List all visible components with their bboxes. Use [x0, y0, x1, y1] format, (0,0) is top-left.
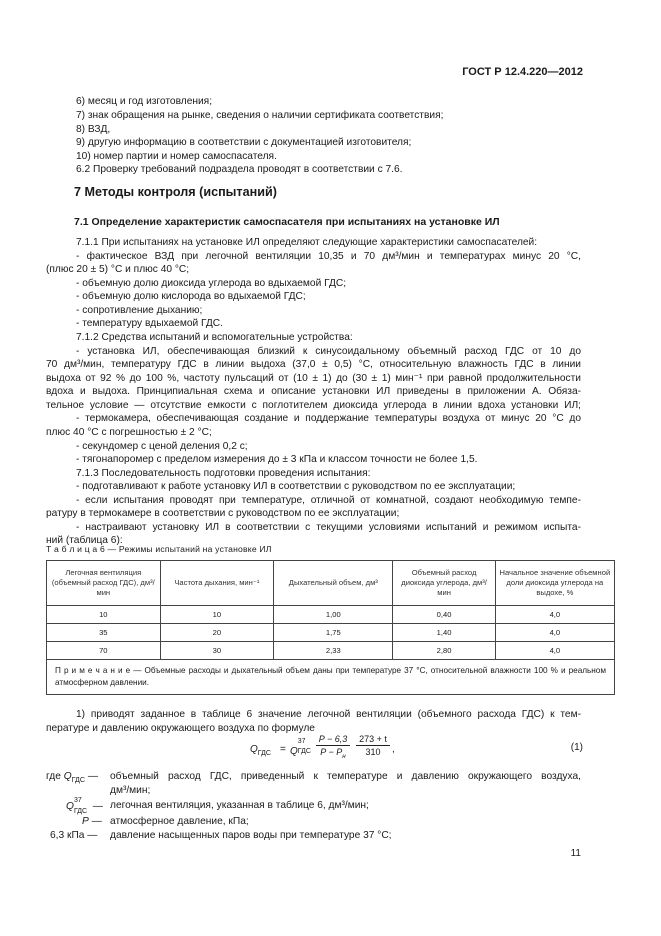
body-line: - подготавливают к работе установку ИЛ в соответствии с руководством по ее эксплуатации;: [76, 481, 516, 492]
table-header-cell: Частота дыхания, мин⁻¹: [160, 561, 274, 606]
table-cell: 4,0: [495, 624, 614, 642]
body-line: выдоха от 92 % до 100 %, частоту пульсаций от (10 ± 1) до (30 ± 1) мин⁻¹ при равной продолжительности: [46, 373, 581, 384]
fraction-2-denominator: 310: [365, 747, 381, 757]
body-line: 7.1.3 Последовательность подготовки проведения испытания:: [76, 468, 371, 479]
table-cell: 2,33: [274, 642, 393, 660]
definition-text: объемный расход ГДС, приведенный к температуре и давлению окружающего воздуха,: [110, 771, 581, 782]
definition-q-gds: где $Q_{ГДС}$ —: [46, 771, 99, 785]
body-line: - если испытания проводят при температуре, отличной от комнатной, создают необходимую темпе-: [76, 495, 581, 506]
table-note: П р и м е ч а н и е — Объемные расходы и дыхательный объем даны при температуре 37 °С, относительной влажности 100 % и реальном атмосферном давлении.: [47, 660, 615, 695]
table-cell: 35: [47, 624, 161, 642]
document-code: ГОСТ Р 12.4.220—2012: [462, 66, 583, 78]
list-item: 9) другую информацию в соответствии с документацией изготовителя;: [76, 137, 412, 148]
body-line: плюс 40 °С с погрешностью ± 2 °С;: [46, 427, 212, 438]
body-line: - фактическое ВЗД при легочной вентиляции 10,35 и 70 дм³/мин и температурах минус 20 °С,: [76, 251, 581, 262]
table-cell: 20: [160, 624, 274, 642]
list-item: 6) месяц и год изготовления;: [76, 96, 213, 107]
body-line: тельное условие — отсутствие емкости с поглотителем диоксида углерода в линии вдоха установки ИЛ;: [46, 400, 581, 411]
table-row: [47, 642, 615, 660]
list-item: 8) ВЗД,: [76, 124, 111, 135]
fraction-1-denominator: $P - P_н$: [320, 747, 346, 760]
body-line: вдоха и выдоха. Принципиальная схема и описание установки ИЛ приведены в приложении А. Обяза-: [46, 386, 581, 397]
table-note-row: [47, 660, 615, 695]
formula-lhs: $Q_{ГДС}$: [250, 744, 271, 757]
table-caption: Т а б л и ц а 6 — Режимы испытаний на установке ИЛ: [46, 544, 272, 554]
table-header-cell: Легочная вентиляция (объемный расход ГДС), дм³/мин: [47, 561, 161, 606]
body-line: ний (таблица 6):: [46, 535, 123, 546]
formula-comma: ,: [392, 744, 395, 755]
list-item: 10) номер партии и номер самоспасателя.: [76, 151, 277, 162]
table-cell: 1,75: [274, 624, 393, 642]
fraction-2: [356, 734, 390, 757]
definition-text: давление насыщенных паров воды при температуре 37 °С;: [110, 830, 392, 841]
body-line: - объемную долю кислорода во вдыхаемой ГДС;: [76, 291, 306, 302]
body-line: ратуру в термокамере в соответствии с руководством по ее эксплуатации;: [46, 508, 400, 519]
table-header-row: [47, 561, 615, 606]
definition-vapor-pressure: 6,3 кПа —: [50, 830, 98, 841]
table-cell: 4,0: [495, 642, 614, 660]
body-line: - объемную долю диоксида углерода во вдыхаемой ГДС;: [76, 278, 347, 289]
table-cell: 1,40: [393, 624, 495, 642]
body-line: - термокамера, обеспечивающая создание и поддержание температуры воздуха от минус 20 °С до: [76, 413, 581, 424]
body-line: - температуру вдыхаемой ГДС.: [76, 318, 223, 329]
table-cell: 4,0: [495, 606, 614, 624]
subsection-heading: 7.1 Определение характеристик самоспасателя при испытаниях на установке ИЛ: [74, 216, 500, 228]
body-line: - установка ИЛ, обеспечивающая близкий к синусоидальному объемный расход ГДС от 10 до: [76, 346, 581, 357]
definition-text-cont: дм³/мин;: [110, 785, 151, 796]
list-item: 7) знак обращения на рынке, сведения о наличии сертификата соответствия;: [76, 110, 444, 121]
body-line: - секундомер с ценой деления 0,2 с;: [76, 441, 248, 452]
table-cell: 30: [160, 642, 274, 660]
table-cell: 70: [47, 642, 161, 660]
table-cell: 0,40: [393, 606, 495, 624]
table-header-cell: Начальное значение объемной доли диоксида углерода на выдохе, %: [495, 561, 614, 606]
step-1-line: пературе и давлению окружающего воздуха по формуле: [46, 723, 315, 734]
body-line: - сопротивление дыханию;: [76, 305, 203, 316]
fraction-1-numerator: P − 6,3: [316, 734, 350, 746]
definition-p: P —: [82, 816, 102, 827]
body-line: 7.1.2 Средства испытаний и вспомогательные устройства:: [76, 332, 353, 343]
page-number: 11: [570, 848, 581, 859]
table-cell: 1,00: [274, 606, 393, 624]
formula-q37: Q 37 ГДС: [290, 738, 311, 757]
fraction-1: [316, 734, 350, 760]
table-cell: 2,80: [393, 642, 495, 660]
step-1-line: 1) приводят заданное в таблице 6 значение легочной вентиляции (объемного расхода ГДС) к тем-: [76, 709, 581, 720]
clause-6-2: 6.2 Проверку требований подраздела проводят в соответствии с 7.6.: [76, 164, 403, 175]
section-heading: 7 Методы контроля (испытаний): [74, 185, 277, 199]
table-cell: 10: [47, 606, 161, 624]
formula-equals: =: [280, 744, 286, 755]
fraction-2-numerator: 273 + t: [356, 734, 390, 746]
formula-number: (1): [570, 742, 583, 753]
body-line: 7.1.1 При испытаниях на установке ИЛ определяют следующие характеристики самоспасателей:: [76, 237, 538, 248]
body-line: 70 дм³/мин, температуру ГДС в линии выдоха (37,0 ± 0,5) °С, относительную влажность ГДС в линии: [46, 359, 581, 370]
body-line: - тягонапоромер с пределом измерения до ± 3 кПа и классом точности не более 1,5.: [76, 454, 478, 465]
formula-1: [250, 734, 450, 768]
table-6: [46, 560, 615, 695]
table-row: [47, 624, 615, 642]
body-line: (плюс 20 ± 5) °С и плюс 40 °С;: [46, 264, 190, 275]
table-row: [47, 606, 615, 624]
definition-q37: Q 37 ГДС —: [66, 797, 103, 815]
table-header-cell: Дыхательный объем, дм³: [274, 561, 393, 606]
table-header-cell: Объемный расход диоксида углерода, дм³/мин: [393, 561, 495, 606]
definition-text: легочная вентиляция, указанная в таблице 6, дм³/мин;: [110, 800, 369, 811]
table-cell: 10: [160, 606, 274, 624]
definition-text: атмосферное давление, кПа;: [110, 816, 249, 827]
body-line: - настраивают установку ИЛ в соответствии с текущими условиями испытаний и режимом испыта-: [76, 522, 581, 533]
